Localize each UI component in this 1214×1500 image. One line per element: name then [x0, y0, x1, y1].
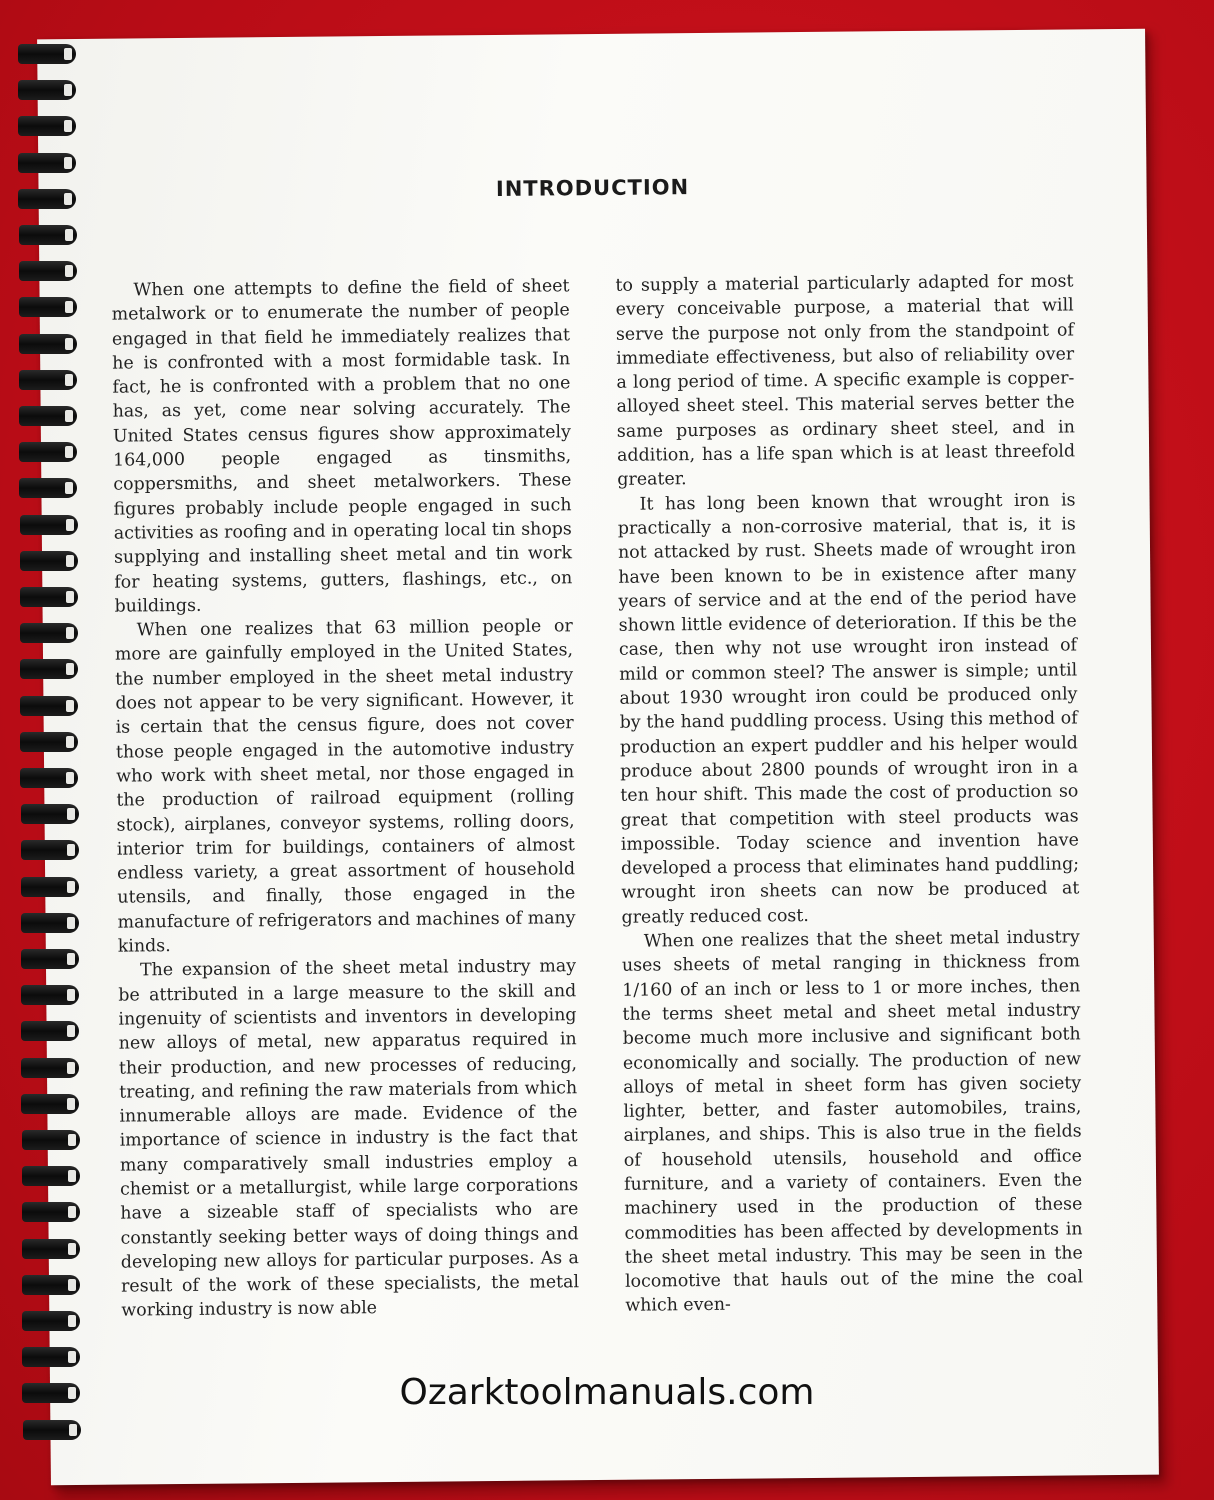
- binding-coil: [17, 840, 79, 860]
- binding-coil: [14, 116, 76, 136]
- binding-coil: [14, 80, 76, 100]
- binding-coil: [17, 804, 79, 824]
- left-column: [111, 274, 579, 1323]
- binding-coil: [17, 985, 79, 1005]
- binding-coil: [15, 225, 77, 245]
- binding-coil: [16, 623, 78, 643]
- binding-coil: [16, 768, 78, 788]
- binding-coil: [15, 442, 77, 462]
- binding-coil: [16, 515, 78, 535]
- binding-coil: [18, 1275, 80, 1295]
- manual-page: [37, 29, 1159, 1486]
- spiral-binding: [14, 44, 84, 1464]
- binding-coil: [18, 1202, 80, 1222]
- binding-coil: [14, 153, 76, 173]
- binding-coil: [14, 189, 76, 209]
- binding-coil: [16, 659, 78, 679]
- binding-coil: [18, 1347, 80, 1367]
- paragraph: When one realizes that the sheet metal industry uses sheets of metal ranging in thickness from 1/160 of an inch or less to 1 or more inches, then the terms sheet metal and sheet metal industry become much more inclusive and significant both economically and socially. The production of new alloys of metal in sheet form has given society lighter, better, and faster automobiles, trains, airplanes, and ships. This is also true in the fields of household utensils, household and office furniture, and a variety of containers. Even the machinery used in the production of these commodities has been affected by developments in the sheet metal industry. This may be seen in the locomotive that hauls out of the mine the coal which even-: [621, 927, 1084, 1317]
- binding-coil: [18, 1166, 80, 1186]
- paragraph: When one realizes that 63 million people or more are gainfully employed in the United States, the number employed in the sheet metal industry does not appear to be very significant. However, it is certain that the census figure, does not cover those people engaged in the automotive industry who work with sheet metal, nor those engaged in the production of railroad equipment (rolling stock), airplanes, conveyor systems, rolling doors, interior trim for buildings, containers of almost endless variety, a great assortment of household utensils, and finally, those engaged in the manufacture of refrigerators and machines of many kinds.: [114, 616, 576, 957]
- binding-coil: [17, 1058, 79, 1078]
- paragraph: When one attempts to define the field of sheet metalwork or to enumerate the number of people engaged in that field he immediately realizes that he is confronted with a most formidable task. In fact, he is confronted with a problem that no one has, as yet, come near solving accurately. The United States census figures show approximately 164,000 people engaged as tinsmiths, coppersmiths, and sheet metalworkers. These figures probably include people engaged in such activities as roofing and in operating local tin shops supplying and installing sheet metal and tin work for heating systems, gutters, flashings, etc., on buildings.: [111, 276, 573, 617]
- binding-coil: [16, 696, 78, 716]
- right-column: [615, 269, 1083, 1318]
- paragraph: to supply a material particularly adapted for most every conceivable purpose, a material that will serve the purpose not only from the standpoint of immediate effectiveness, but also of reliability over a long period of time. A specific example is copper-alloyed sheet steel. This material serves better the same purposes as ordinary sheet steel, and in addition, has a life span which is at least threefold greater.: [615, 271, 1076, 491]
- binding-coil: [15, 261, 77, 281]
- binding-coil: [18, 1311, 80, 1331]
- binding-coil: [17, 1094, 79, 1114]
- binding-coil: [17, 877, 79, 897]
- binding-coil: [16, 587, 78, 607]
- binding-coil: [17, 1021, 79, 1041]
- binding-coil: [15, 334, 77, 354]
- binding-coil: [17, 949, 79, 969]
- binding-coil: [16, 732, 78, 752]
- binding-coil: [17, 913, 79, 933]
- binding-coil: [16, 551, 78, 571]
- page-title: INTRODUCTION: [495, 175, 690, 201]
- binding-coil: [15, 297, 77, 317]
- binding-coil: [14, 44, 76, 64]
- binding-coil: [18, 1130, 80, 1150]
- binding-coil: [19, 1420, 81, 1440]
- paragraph: It has long been known that wrought iron is practically a non-corrosive material, that is, it is not attacked by rust. Sheets made of wrought iron have been known to be in existence after many years of service and at the end of the period have shown little evidence of deterioration. If this be the case, then why not use wrought iron instead of mild or common steel? The answer is simple; until about 1930 wrought iron could be produced only by the hand puddling process. Using this method of production an expert puddler and his helper would produce about 2800 pounds of wrought iron in a ten hour shift. This made the cost of production so great that competition with steel products was impossible. Today science and invention have developed a process that eliminates hand puddling; wrought iron sheets can now be produced at greatly reduced cost.: [617, 490, 1080, 928]
- watermark-text: Ozarktoolmanuals.com: [399, 1372, 815, 1413]
- binding-coil: [15, 370, 77, 390]
- binding-coil: [15, 478, 77, 498]
- binding-coil: [15, 406, 77, 426]
- paragraph: The expansion of the sheet metal industry may be attributed in a large measure to the skill and ingenuity of scientists and inventors in developing new alloys of metal, new apparatus required in their production, and new processes of reducing, treating, and refining the raw materials from which innumerable alloys are made. Evidence of the importance of science in industry is the fact that many comparatively small industries employ a chemist or a metallurgist, while large corporations have a sizeable staff of specialists who are constantly seeking better ways of doing things and developing new alloys for particular purposes. As a result of the work of these specialists, the metal working industry is now able: [118, 956, 580, 1322]
- binding-coil: [18, 1239, 80, 1259]
